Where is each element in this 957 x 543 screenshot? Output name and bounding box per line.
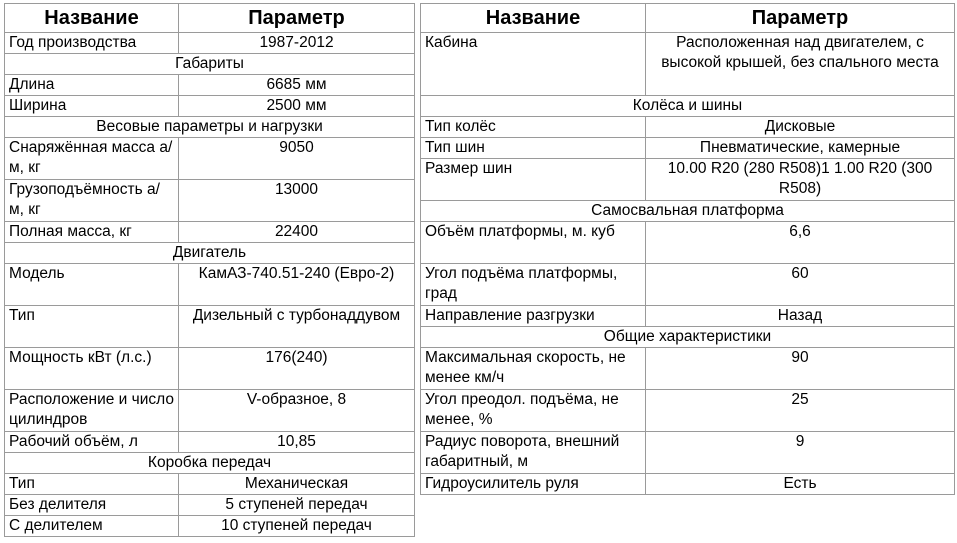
table-row — [421, 117, 955, 138]
table-row — [421, 159, 955, 201]
table-row — [5, 264, 415, 306]
table-header-row — [421, 4, 955, 33]
param-value: 6,6 — [646, 222, 955, 264]
table-row — [5, 222, 415, 243]
param-name: Тип — [5, 306, 179, 348]
right-table-body — [421, 4, 955, 495]
param-value: 60 — [646, 264, 955, 306]
param-name: Гидроусилитель руля — [421, 474, 646, 495]
section-title: Двигатель — [5, 243, 415, 264]
table-row — [421, 222, 955, 264]
param-name: Размер шин — [421, 159, 646, 201]
table-row — [5, 96, 415, 117]
param-name: Расположение и число цилиндров — [5, 390, 179, 432]
param-value: КамАЗ-740.51-240 (Евро-2) — [179, 264, 415, 306]
param-name: Радиус поворота, внешний габаритный, м — [421, 432, 646, 474]
param-name: Мощность кВт (л.с.) — [5, 348, 179, 390]
table-row — [421, 33, 955, 96]
param-name: Кабина — [421, 33, 646, 96]
column-header-param: Параметр — [646, 4, 955, 33]
param-value: 90 — [646, 348, 955, 390]
table-row — [421, 306, 955, 327]
section-title: Габариты — [5, 54, 415, 75]
param-value: 25 — [646, 390, 955, 432]
param-value: 13000 — [179, 180, 415, 222]
param-value: 10.00 R20 (280 R508)1 1.00 R20 (300 R508) — [646, 159, 955, 201]
param-name: Угол подъёма платформы, град — [421, 264, 646, 306]
param-value: 9 — [646, 432, 955, 474]
table-row — [5, 348, 415, 390]
section-row — [5, 243, 415, 264]
param-name: Тип — [5, 474, 179, 495]
table-header-row — [5, 4, 415, 33]
param-value: Назад — [646, 306, 955, 327]
column-header-name: Название — [5, 4, 179, 33]
table-row — [5, 495, 415, 516]
param-name: Без делителя — [5, 495, 179, 516]
section-row — [421, 201, 955, 222]
section-title: Самосвальная платформа — [421, 201, 955, 222]
param-name: Тип колёс — [421, 117, 646, 138]
param-value: Дизельный с турбонаддувом — [179, 306, 415, 348]
param-value: Пневматические, камерные — [646, 138, 955, 159]
param-name: Угол преодол. подъёма, не менее, % — [421, 390, 646, 432]
param-value: 10,85 — [179, 432, 415, 453]
param-value: 22400 — [179, 222, 415, 243]
table-row — [5, 474, 415, 495]
section-row — [5, 54, 415, 75]
table-row — [421, 474, 955, 495]
table-row — [421, 390, 955, 432]
param-name: Длина — [5, 75, 179, 96]
param-name: Год производства — [5, 33, 179, 54]
section-row — [421, 327, 955, 348]
param-value: Есть — [646, 474, 955, 495]
param-name: Рабочий объём, л — [5, 432, 179, 453]
section-title: Коробка передач — [5, 453, 415, 474]
param-value: Расположенная над двигателем, с высокой крышей, без спального места — [646, 33, 955, 96]
param-name: С делителем — [5, 516, 179, 537]
column-header-param: Параметр — [179, 4, 415, 33]
section-row — [5, 117, 415, 138]
left-spec-table — [4, 3, 415, 537]
param-name: Максимальная скорость, не менее км/ч — [421, 348, 646, 390]
table-row — [5, 33, 415, 54]
table-row — [5, 75, 415, 96]
section-row — [421, 96, 955, 117]
param-name: Модель — [5, 264, 179, 306]
left-table-body — [5, 4, 415, 537]
table-row — [5, 306, 415, 348]
table-row — [5, 516, 415, 537]
param-value: 6685 мм — [179, 75, 415, 96]
section-title: Общие характеристики — [421, 327, 955, 348]
table-row — [421, 432, 955, 474]
param-name: Полная масса, кг — [5, 222, 179, 243]
param-value: 1987-2012 — [179, 33, 415, 54]
param-value: Механическая — [179, 474, 415, 495]
param-name: Грузоподъёмность а/м, кг — [5, 180, 179, 222]
table-row — [421, 348, 955, 390]
param-name: Ширина — [5, 96, 179, 117]
param-value: 2500 мм — [179, 96, 415, 117]
section-title: Весовые параметры и нагрузки — [5, 117, 415, 138]
param-value: Дисковые — [646, 117, 955, 138]
param-name: Направление разгрузки — [421, 306, 646, 327]
table-row — [5, 432, 415, 453]
section-row — [5, 453, 415, 474]
section-title: Колёса и шины — [421, 96, 955, 117]
param-name: Снаряжённая масса а/м, кг — [5, 138, 179, 180]
param-value: 9050 — [179, 138, 415, 180]
param-value: 176(240) — [179, 348, 415, 390]
table-row — [5, 390, 415, 432]
param-value: V-образное, 8 — [179, 390, 415, 432]
table-row — [5, 138, 415, 180]
param-name: Объём платформы, м. куб — [421, 222, 646, 264]
right-spec-table — [420, 3, 955, 495]
param-value: 5 ступеней передач — [179, 495, 415, 516]
column-header-name: Название — [421, 4, 646, 33]
param-value: 10 ступеней передач — [179, 516, 415, 537]
table-row — [421, 138, 955, 159]
table-row — [5, 180, 415, 222]
table-row — [421, 264, 955, 306]
param-name: Тип шин — [421, 138, 646, 159]
